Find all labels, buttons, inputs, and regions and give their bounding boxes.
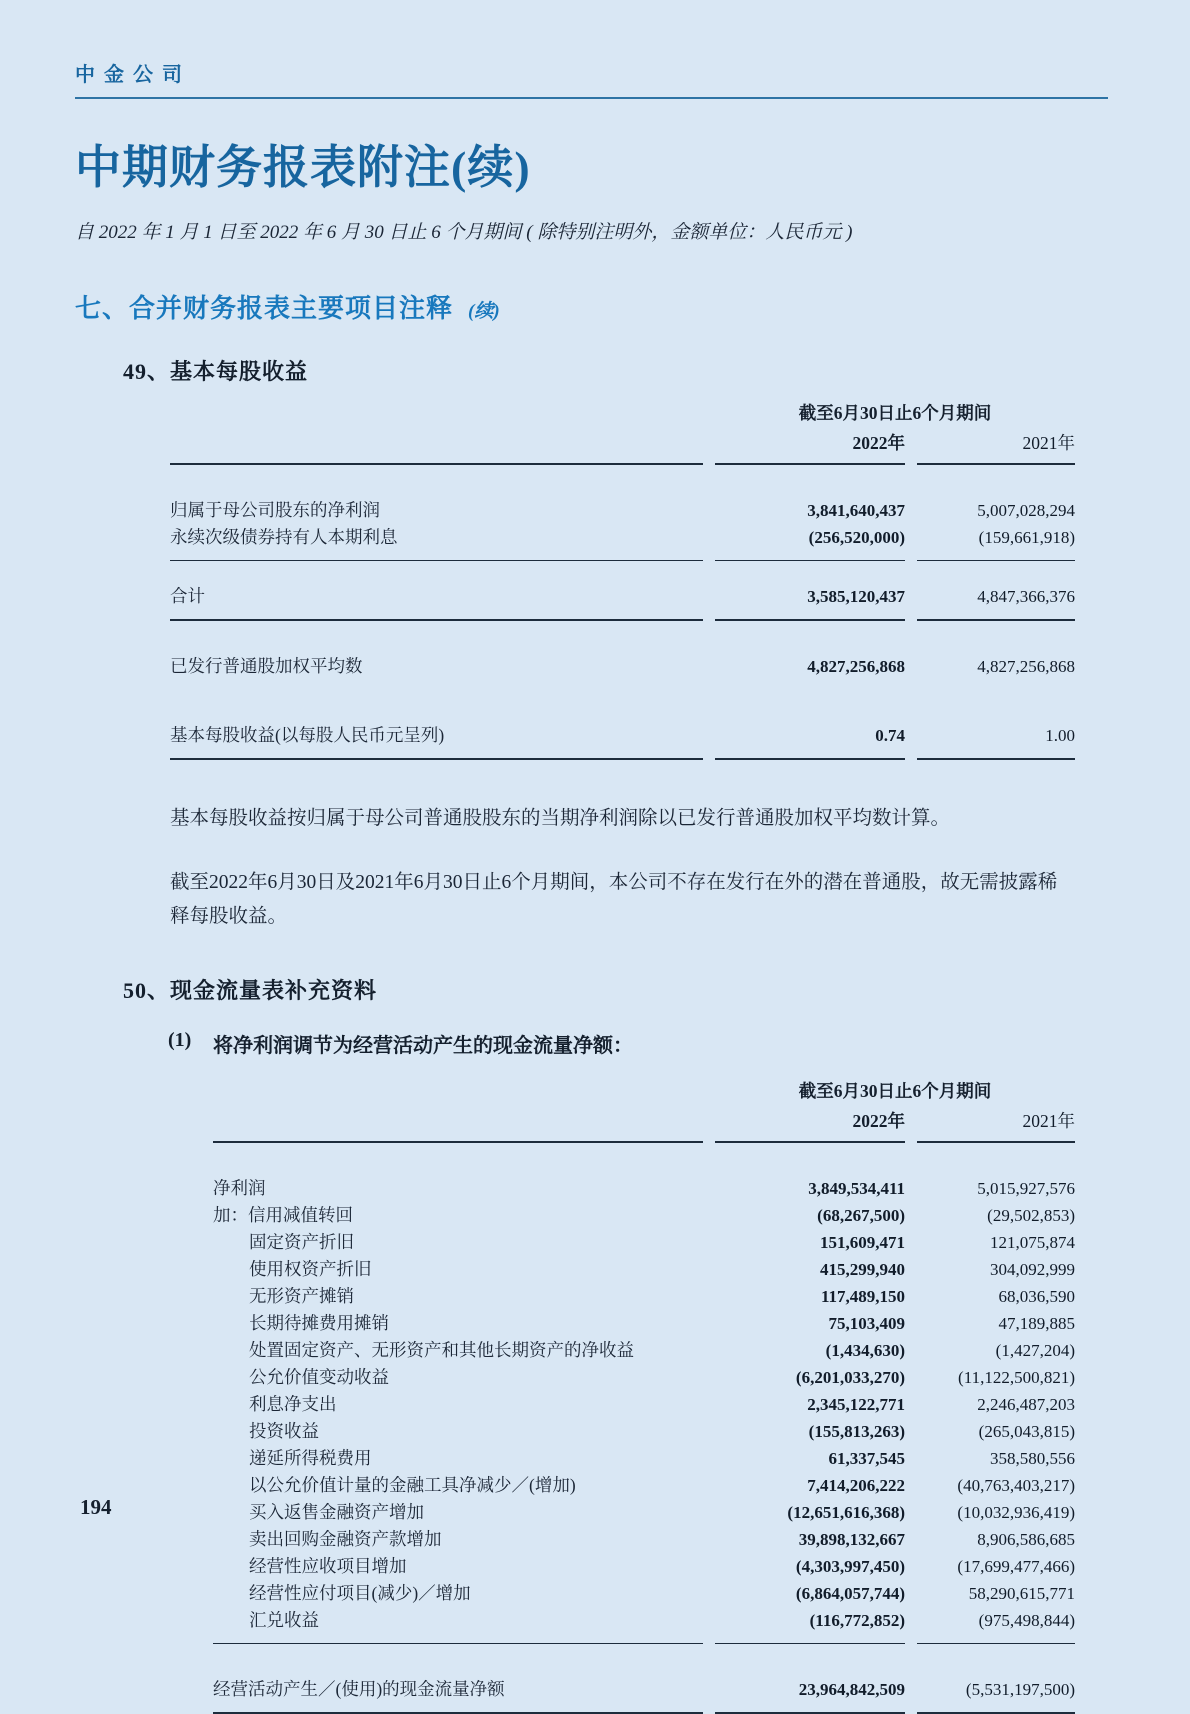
value-2022: 3,849,534,411 — [808, 1179, 905, 1198]
page-number: 194 — [80, 1495, 112, 1519]
value-2021: (975,498,844) — [917, 1607, 1075, 1644]
value-2022: 3,585,120,437 — [715, 561, 905, 621]
empty-cell — [170, 394, 703, 428]
period-header: 截至6月30日止6个月期间 — [798, 1081, 992, 1101]
value-2022: (1,434,630) — [825, 1341, 905, 1360]
value-2021: (29,502,853) — [987, 1206, 1075, 1225]
value-2022: 415,299,940 — [820, 1260, 905, 1279]
table-row — [213, 1229, 1075, 1256]
value-2021: (40,763,403,217) — [957, 1476, 1075, 1495]
section-heading-suffix: (续) — [468, 301, 500, 322]
table-row — [213, 1445, 1075, 1472]
row-label: 归属于母公司股东的净利润 — [170, 500, 380, 520]
value-2021: (17,699,477,466) — [957, 1557, 1075, 1576]
value-2021: (5,531,197,500) — [917, 1644, 1075, 1714]
value-2022: (155,813,263) — [808, 1422, 905, 1441]
value-2022: 151,609,471 — [820, 1233, 905, 1252]
value-2021: 5,015,927,576 — [977, 1179, 1075, 1198]
subsection-49-title: 49、基本每股收益 — [123, 359, 309, 384]
value-2022: (6,864,057,744) — [795, 1584, 905, 1603]
table-row — [213, 1202, 1075, 1229]
table-row — [213, 1337, 1075, 1364]
row-label: 买入返售金融资产增加 — [249, 1502, 424, 1522]
value-2022: 7,414,206,222 — [807, 1476, 905, 1495]
table-row — [213, 1553, 1075, 1580]
row-label: 经营性应收项目增加 — [249, 1556, 407, 1576]
item-1-number: (1) — [168, 1029, 192, 1051]
value-2021: 358,580,556 — [990, 1449, 1075, 1468]
value-2021: 58,290,615,771 — [968, 1584, 1075, 1603]
row-label: 固定资产折旧 — [249, 1232, 354, 1252]
value-2021: 1.00 — [917, 680, 1075, 760]
period-header: 截至6月30日止6个月期间 — [798, 403, 992, 423]
value-2021: (11,122,500,821) — [958, 1368, 1075, 1387]
row-label: 加：信用减值转回 — [213, 1205, 353, 1225]
value-2022: (68,267,500) — [817, 1206, 905, 1225]
year-header-row — [213, 1106, 1075, 1143]
table-row — [213, 1607, 1075, 1644]
table-row — [170, 524, 1075, 561]
table-row — [170, 621, 1075, 680]
table-row — [213, 1364, 1075, 1391]
table-row — [213, 1526, 1075, 1553]
item-1-text: 将净利润调节为经营活动产生的现金流量净额： — [213, 1035, 633, 1057]
column-header-2022: 2022年 — [715, 1106, 905, 1143]
value-2021: 8,906,586,685 — [977, 1530, 1075, 1549]
table-row — [213, 1283, 1075, 1310]
table-row — [213, 1256, 1075, 1283]
note-paragraph: 基本每股收益按归属于母公司普通股股东的当期净利润除以已发行普通股加权平均数计算。 — [170, 808, 951, 829]
row-label: 经营性应付项目(减少)／增加 — [249, 1583, 471, 1603]
table-row — [213, 1580, 1075, 1607]
row-label: 利息净支出 — [249, 1394, 337, 1414]
table-row — [213, 1310, 1075, 1337]
item-1-heading — [168, 1029, 1075, 1058]
value-2021: (10,032,936,419) — [957, 1503, 1075, 1522]
eps-table — [158, 394, 1087, 760]
table-row — [170, 680, 1075, 760]
page-subtitle: 自 2022 年 1 月 1 日至 2022 年 6 月 30 日止 6 个月期间 ( 除特别注明外，金额单位：人民币元 ) — [75, 222, 853, 243]
value-2021: 4,847,366,376 — [917, 561, 1075, 621]
value-2021: (1,427,204) — [995, 1341, 1075, 1360]
value-2022: (4,303,997,450) — [795, 1557, 905, 1576]
period-header-row — [213, 1072, 1075, 1106]
value-2021: (265,043,815) — [978, 1422, 1075, 1441]
table-row — [213, 1644, 1075, 1714]
value-2021: (159,661,918) — [917, 524, 1075, 561]
column-header-2022: 2022年 — [715, 428, 905, 465]
value-2022: 117,489,150 — [820, 1287, 905, 1306]
value-2022: 4,827,256,868 — [807, 657, 905, 676]
value-2021: 5,007,028,294 — [977, 501, 1075, 520]
row-label: 永续次级债券持有人本期利息 — [170, 524, 703, 561]
value-2022: (116,772,852) — [715, 1607, 905, 1644]
value-2021: 68,036,590 — [998, 1287, 1075, 1306]
value-2021: 304,092,999 — [990, 1260, 1075, 1279]
table-row — [170, 561, 1075, 621]
column-header-2021: 2021年 — [917, 1106, 1075, 1143]
value-2022: 23,964,842,509 — [715, 1644, 905, 1714]
value-2022: (6,201,033,270) — [795, 1368, 905, 1387]
value-2022: 2,345,122,771 — [807, 1395, 905, 1414]
row-label: 无形资产摊销 — [249, 1286, 354, 1306]
row-label: 汇兑收益 — [213, 1607, 703, 1644]
table-row — [213, 1499, 1075, 1526]
note-paragraph: 截至2022年6月30日及2021年6月30日止6个月期间，本公司不存在发行在外的潜在普通股，故无需披露稀释每股收益。 — [170, 872, 1058, 927]
value-2021: 2,246,487,203 — [977, 1395, 1075, 1414]
row-label: 以公允价值计量的金融工具净减少／(增加) — [249, 1475, 576, 1495]
row-label: 经营活动产生／(使用)的现金流量净额 — [213, 1644, 703, 1714]
subsection-50-title: 50、现金流量表补充资料 — [123, 978, 378, 1003]
table-row — [213, 1391, 1075, 1418]
table-row — [213, 1472, 1075, 1499]
empty-cell — [170, 428, 703, 465]
table-row — [170, 465, 1075, 524]
company-name: 中金公司 — [75, 64, 191, 86]
year-header-row — [170, 428, 1075, 465]
value-2022: (256,520,000) — [715, 524, 905, 561]
section-heading — [75, 288, 1075, 325]
table-row — [213, 1143, 1075, 1202]
row-label: 公允价值变动收益 — [249, 1367, 389, 1387]
row-label: 净利润 — [213, 1178, 266, 1198]
cashflow-table — [201, 1072, 1087, 1714]
value-2022: 75,103,409 — [828, 1314, 905, 1333]
empty-cell — [213, 1106, 703, 1143]
value-2022: 0.74 — [715, 680, 905, 760]
row-label: 投资收益 — [249, 1421, 319, 1441]
value-2021: 47,189,885 — [998, 1314, 1075, 1333]
row-label: 递延所得税费用 — [249, 1448, 372, 1468]
value-2022: 39,898,132,667 — [798, 1530, 905, 1549]
empty-cell — [213, 1072, 703, 1106]
table-row — [213, 1418, 1075, 1445]
row-label: 长期待摊费用摊销 — [249, 1313, 389, 1333]
period-header-row — [170, 394, 1075, 428]
eps-table-wrap — [170, 394, 1075, 760]
section-heading-text: 七、合并财务报表主要项目注释 — [75, 294, 454, 323]
row-label: 卖出回购金融资产款增加 — [249, 1529, 442, 1549]
value-2022: 3,841,640,437 — [807, 501, 905, 520]
page-title: 中期财务报表附注(续) — [75, 142, 531, 193]
cashflow-table-wrap — [213, 1072, 1075, 1714]
value-2022: (12,651,616,368) — [787, 1503, 905, 1522]
value-2022: 61,337,545 — [828, 1449, 905, 1468]
row-label: 已发行普通股加权平均数 — [170, 656, 363, 676]
row-label: 处置固定资产、无形资产和其他长期资产的净收益 — [249, 1340, 634, 1360]
row-label: 合计 — [170, 561, 703, 621]
header-divider — [75, 97, 1108, 99]
row-label: 使用权资产折旧 — [249, 1259, 372, 1279]
row-label: 基本每股收益(以每股人民币元呈列) — [170, 680, 703, 760]
value-2021: 121,075,874 — [990, 1233, 1075, 1252]
column-header-2021: 2021年 — [917, 428, 1075, 465]
value-2021: 4,827,256,868 — [977, 657, 1075, 676]
